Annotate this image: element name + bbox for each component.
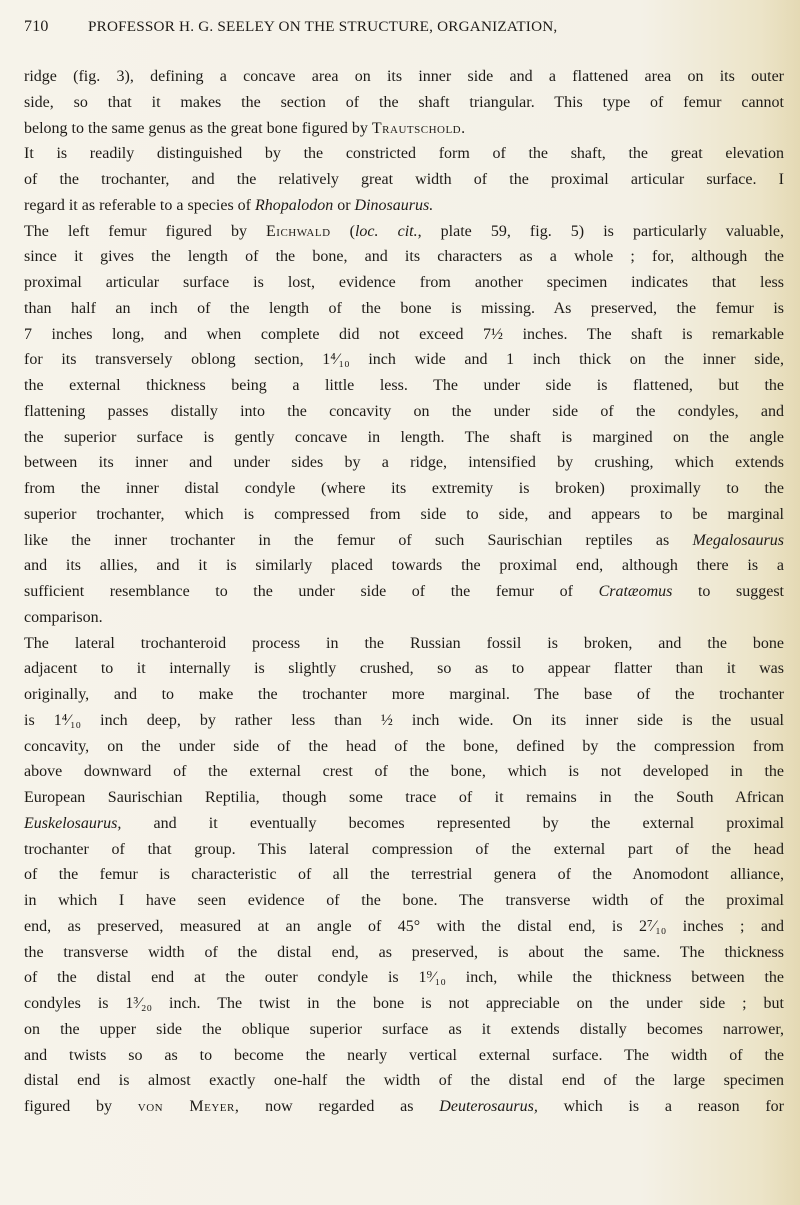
text-run: The left femur figured by <box>24 222 267 240</box>
text-line <box>24 296 784 322</box>
running-header <box>24 14 790 44</box>
text-run: from the inner distal condyle (where its extremity is broken) proximally to the <box>24 480 784 497</box>
text-run: concavity, on the under side of the head of the bone, defined by the compression from <box>24 737 784 755</box>
text-run: side, so that it makes the section of the shaft triangular. This type of femur cannot <box>24 93 784 111</box>
author-name: Trautschold. <box>371 119 466 137</box>
text-line <box>24 1017 784 1043</box>
text-run: between its inner and under sides by a ridge, intensified by crushing, which extends <box>24 454 784 472</box>
text-run: condyles is 1³⁄₂₀ inch. The twist in the bone is not appreciable on the under side ; but <box>24 995 784 1012</box>
text-run: of the femur is characteristic of all the terrestrial genera of the Anomodont alliance, <box>24 866 784 884</box>
text-run: since it gives the length of the bone, and its characters as a whole ; for, although the <box>24 248 784 266</box>
text-line <box>24 64 784 90</box>
text-line <box>24 940 784 966</box>
italic-term: Megalosaurus <box>692 531 784 549</box>
text-run: distal end is almost exactly one-half the width of the distal end of the large specimen <box>24 1072 784 1090</box>
text-line <box>24 682 784 708</box>
text-run: to suggest <box>672 583 784 600</box>
text-run: , plate 59, fig. 5) is particularly valuable, <box>417 222 784 240</box>
text-line <box>24 914 784 940</box>
text-line <box>24 476 784 502</box>
running-title: PROFESSOR H. G. SEELEY ON THE STRUCTURE, ORGANIZATION, <box>88 18 558 35</box>
text-run: sufficient resemblance to the under side of the femur of <box>24 583 599 600</box>
text-line <box>24 450 784 476</box>
text-run: superior trochanter, which is compressed from side to side, and appears to be marginal <box>24 505 784 523</box>
text-line <box>24 116 784 142</box>
text-run: like the inner trochanter in the femur of such Saurischian reptiles as <box>24 531 693 549</box>
text-line <box>24 656 784 682</box>
text-run: which is a reason for <box>537 1098 785 1115</box>
text-run: 7 inches long, and when complete did not exceed 7½ inches. The shaft is remarkable <box>24 325 784 343</box>
text-line <box>24 1068 784 1094</box>
text-line <box>24 811 784 837</box>
text-run: is 1⁴⁄₁₀ inch deep, by rather less than ½ inch wide. On its inner side is the usual <box>24 711 784 729</box>
text-line <box>24 862 784 888</box>
italic-term: loc. cit. <box>354 222 418 240</box>
text-run: ridge (fig. 3), defining a concave area on its inner side and a flattened area on its outer <box>24 68 784 85</box>
text-line <box>24 244 784 270</box>
text-run: and its allies, and it is similarly placed towards the proximal end, although there is a <box>24 557 784 575</box>
text-run: flattening passes distally into the concavity on the under side of the condyles, and <box>24 402 784 420</box>
author-name: von Meyer, <box>137 1098 240 1115</box>
text-run: European Saurischian Reptilia, though some trace of it remains in the South African <box>24 789 784 806</box>
text-line <box>24 141 784 167</box>
text-line <box>24 579 784 605</box>
text-run: than half an inch of the length of the bone is missing. As preserved, the femur is <box>24 299 784 317</box>
text-run: It is readily distinguished by the constricted form of the shaft, the great elevation <box>24 145 784 163</box>
text-run: comparison. <box>24 608 103 626</box>
text-line <box>24 219 784 245</box>
italic-term: Dinosaurus. <box>354 196 434 214</box>
text-line <box>24 528 784 554</box>
text-run: and it eventually becomes represented by the external proximal <box>121 814 784 832</box>
author-name: Eichwald <box>266 222 331 240</box>
text-line <box>24 193 784 219</box>
text-line <box>24 734 784 760</box>
text-run: the external thickness being a little less. The under side is flattened, but the <box>24 377 784 394</box>
text-line <box>24 759 784 785</box>
text-run: ( <box>330 222 355 240</box>
text-run: above downward of the external crest of the bone, which is not developed in the <box>24 763 784 781</box>
text-line <box>24 502 784 528</box>
text-line <box>24 270 784 296</box>
body-text <box>24 64 784 1120</box>
text-run: the transverse width of the distal end, as preserved, is about the same. The thickness <box>24 943 784 961</box>
text-line <box>24 605 784 631</box>
text-run: regard it as referable to a species of <box>24 196 255 214</box>
text-run: adjacent to it internally is slightly crushed, so as to appear flatter than it was <box>24 660 784 678</box>
text-line <box>24 991 784 1017</box>
text-line <box>24 708 784 734</box>
text-line <box>24 399 784 425</box>
text-line <box>24 322 784 348</box>
text-line <box>24 1043 784 1069</box>
text-run: the superior surface is gently concave in length. The shaft is margined on the angle <box>24 428 784 446</box>
text-run: of the distal end at the outer condyle is 1⁹⁄₁₀ inch, while the thickness between the <box>24 969 784 987</box>
text-line <box>24 785 784 811</box>
text-run: in which I have seen evidence of the bone. The transverse width of the proximal <box>24 892 784 909</box>
text-run: or <box>333 196 355 214</box>
text-run: proximal articular surface is lost, evidence from another specimen indicates that less <box>24 274 784 291</box>
text-run: end, as preserved, measured at an angle of 45° with the distal end, is 2⁷⁄₁₀ inches ; and <box>24 917 784 935</box>
text-line <box>24 965 784 991</box>
text-line <box>24 425 784 451</box>
text-line <box>24 90 784 116</box>
text-line <box>24 553 784 579</box>
text-line <box>24 347 784 373</box>
text-run: belong to the same genus as the great bone figured by <box>24 119 372 137</box>
text-run: trochanter of that group. This lateral compression of the external part of the head <box>24 840 784 858</box>
page-number: 710 <box>24 18 49 35</box>
text-run: and twists so as to become the nearly vertical external surface. The width of the <box>24 1046 784 1064</box>
italic-term: Deuterosaurus, <box>439 1098 538 1115</box>
text-line <box>24 837 784 863</box>
text-run: on the upper side the oblique superior surface as it extends distally becomes narrower, <box>24 1020 784 1038</box>
text-line <box>24 167 784 193</box>
text-line <box>24 373 784 399</box>
text-line <box>24 631 784 657</box>
text-run: originally, and to make the trochanter more marginal. The base of the trochanter <box>24 686 784 703</box>
italic-term: Rhopalodon <box>255 196 334 214</box>
text-line <box>24 1094 784 1120</box>
text-run: of the trochanter, and the relatively great width of the proximal articular surface. I <box>24 171 784 188</box>
italic-term: Euskelosaurus, <box>24 814 122 832</box>
text-run: figured by <box>24 1098 138 1115</box>
italic-term: Cratæomus <box>598 583 673 600</box>
text-run: for its transversely oblong section, 1⁴⁄₁₀ inch wide and 1 inch thick on the inner side, <box>24 351 784 369</box>
text-run: The lateral trochanteroid process in the Russian fossil is broken, and the bone <box>24 634 784 652</box>
text-run: now regarded as <box>239 1098 440 1115</box>
text-line <box>24 888 784 914</box>
